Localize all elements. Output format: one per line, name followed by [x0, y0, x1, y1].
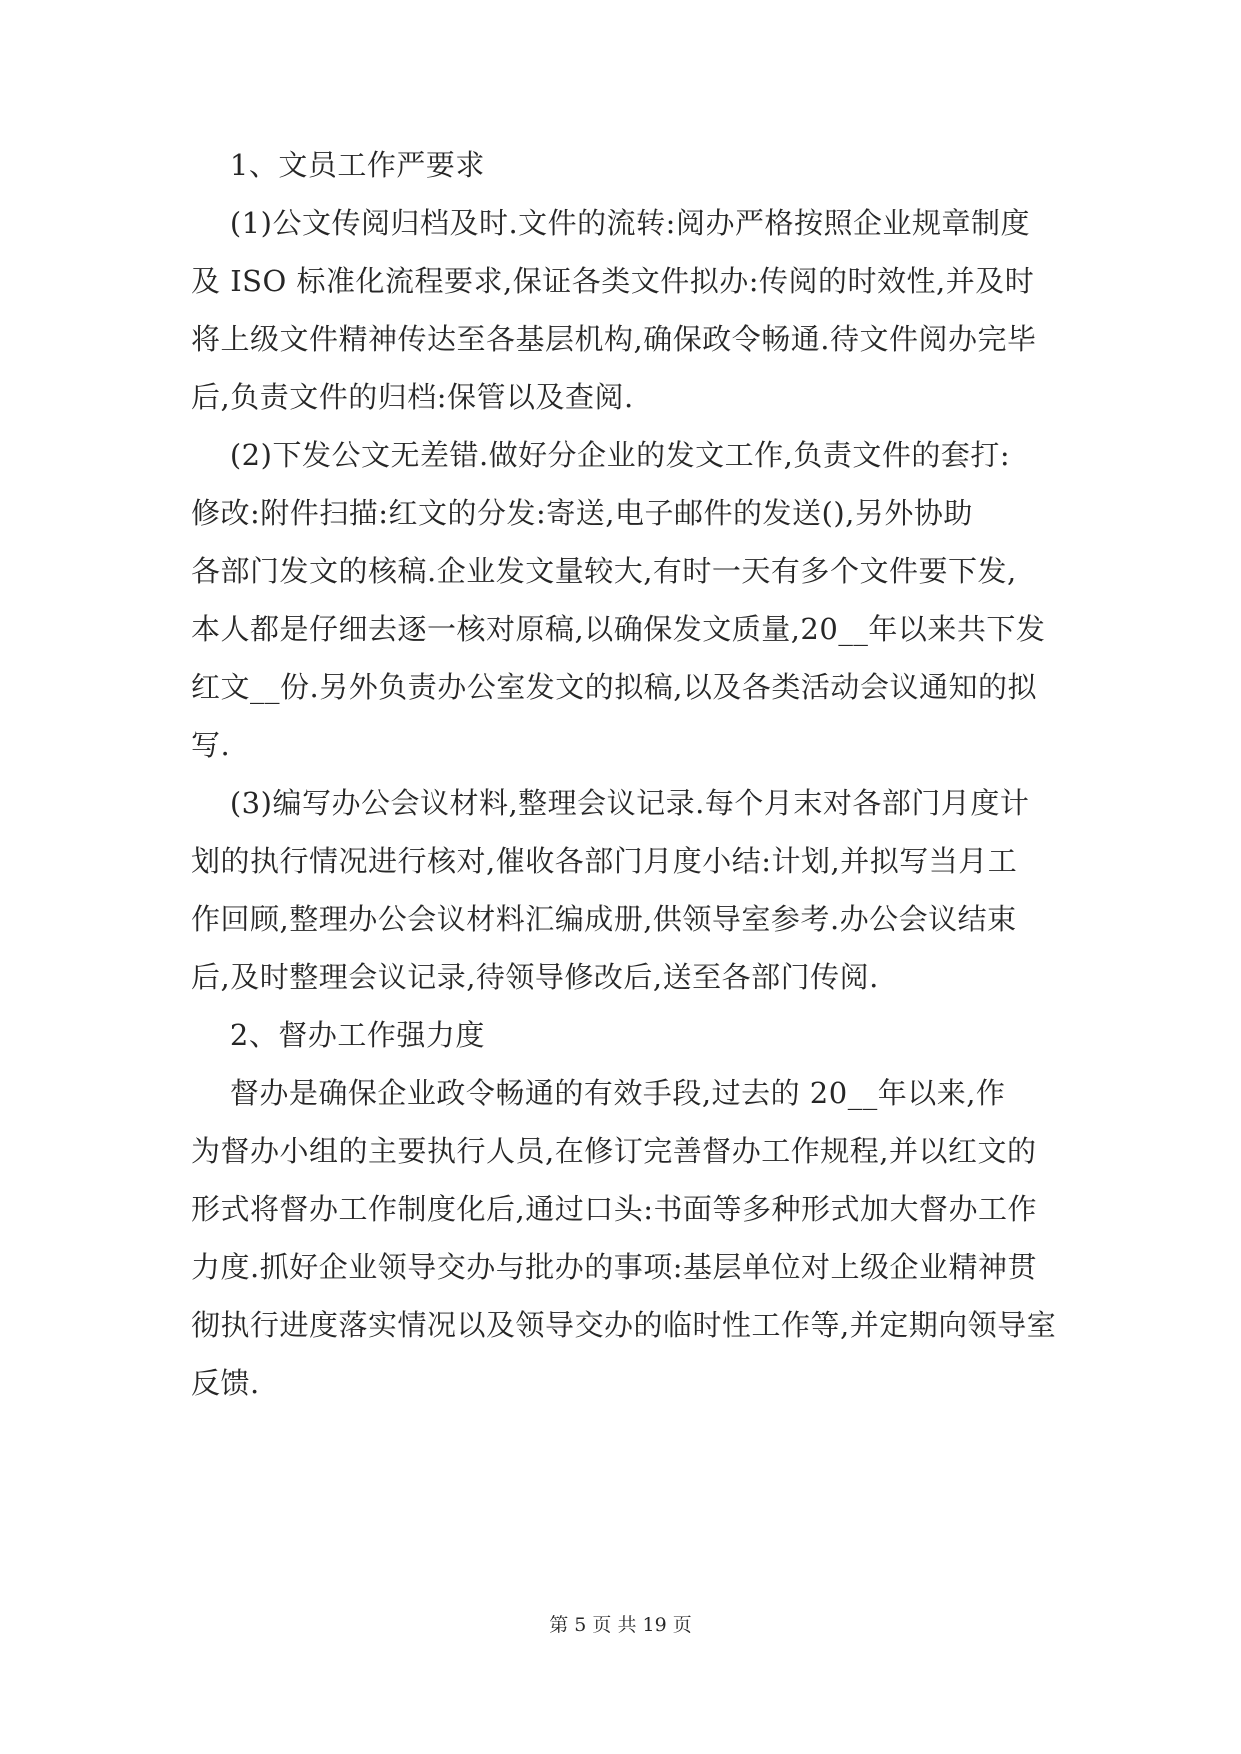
paragraph-line: 作回顾,整理办公会议材料汇编成册,供领导室参考.办公会议结束	[191, 902, 1017, 936]
paragraph-line: 红文__份.另外负责办公室发文的拟稿,以及各类活动会议通知的拟	[191, 670, 1037, 704]
heading-2: 2、督办工作强力度	[191, 1018, 485, 1052]
paragraph-line: 将上级文件精神传达至各基层机构,确保政令畅通.待文件阅办完毕	[191, 322, 1037, 356]
paragraph-line: 本人都是仔细去逐一核对原稿,以确保发文质量,20__年以来共下发	[191, 612, 1046, 646]
paragraph-line: 写.	[191, 728, 231, 762]
paragraph-line: 各部门发文的核稿.企业发文量较大,有时一天有多个文件要下发,	[191, 554, 1017, 588]
paragraph-line: 彻执行进度落实情况以及领导交办的临时性工作等,并定期向领导室	[191, 1308, 1057, 1342]
heading-1: 1、文员工作严要求	[191, 148, 485, 182]
paragraph-line: (3)编写办公会议材料,整理会议记录.每个月末对各部门月度计	[191, 786, 1030, 820]
paragraph-line: (2)下发公文无差错.做好分企业的发文工作,负责文件的套打:	[191, 438, 1011, 472]
paragraph-line: 督办是确保企业政令畅通的有效手段,过去的 20__年以来,作	[191, 1076, 1006, 1110]
paragraph-line: 后,负责文件的归档:保管以及查阅.	[191, 380, 634, 414]
paragraph-line: (1)公文传阅归档及时.文件的流转:阅办严格按照企业规章制度	[191, 206, 1030, 240]
paragraph-line: 为督办小组的主要执行人员,在修订完善督办工作规程,并以红文的	[191, 1134, 1037, 1168]
paragraph-line: 后,及时整理会议记录,待领导修改后,送至各部门传阅.	[191, 960, 879, 994]
paragraph-line: 形式将督办工作制度化后,通过口头:书面等多种形式加大督办工作	[191, 1192, 1037, 1226]
paragraph-line: 划的执行情况进行核对,催收各部门月度小结:计划,并拟写当月工	[191, 844, 1018, 878]
paragraph-line: 力度.抓好企业领导交办与批办的事项:基层单位对上级企业精神贯	[191, 1250, 1037, 1284]
paragraph-line: 修改:附件扫描:红文的分发:寄送,电子邮件的发送(),另外协助	[191, 496, 973, 530]
paragraph-line: 反馈.	[191, 1366, 260, 1400]
paragraph-line: 及 ISO 标准化流程要求,保证各类文件拟办:传阅的时效性,并及时	[191, 264, 1035, 298]
page-number-footer: 第 5 页 共 19 页	[549, 1614, 692, 1636]
